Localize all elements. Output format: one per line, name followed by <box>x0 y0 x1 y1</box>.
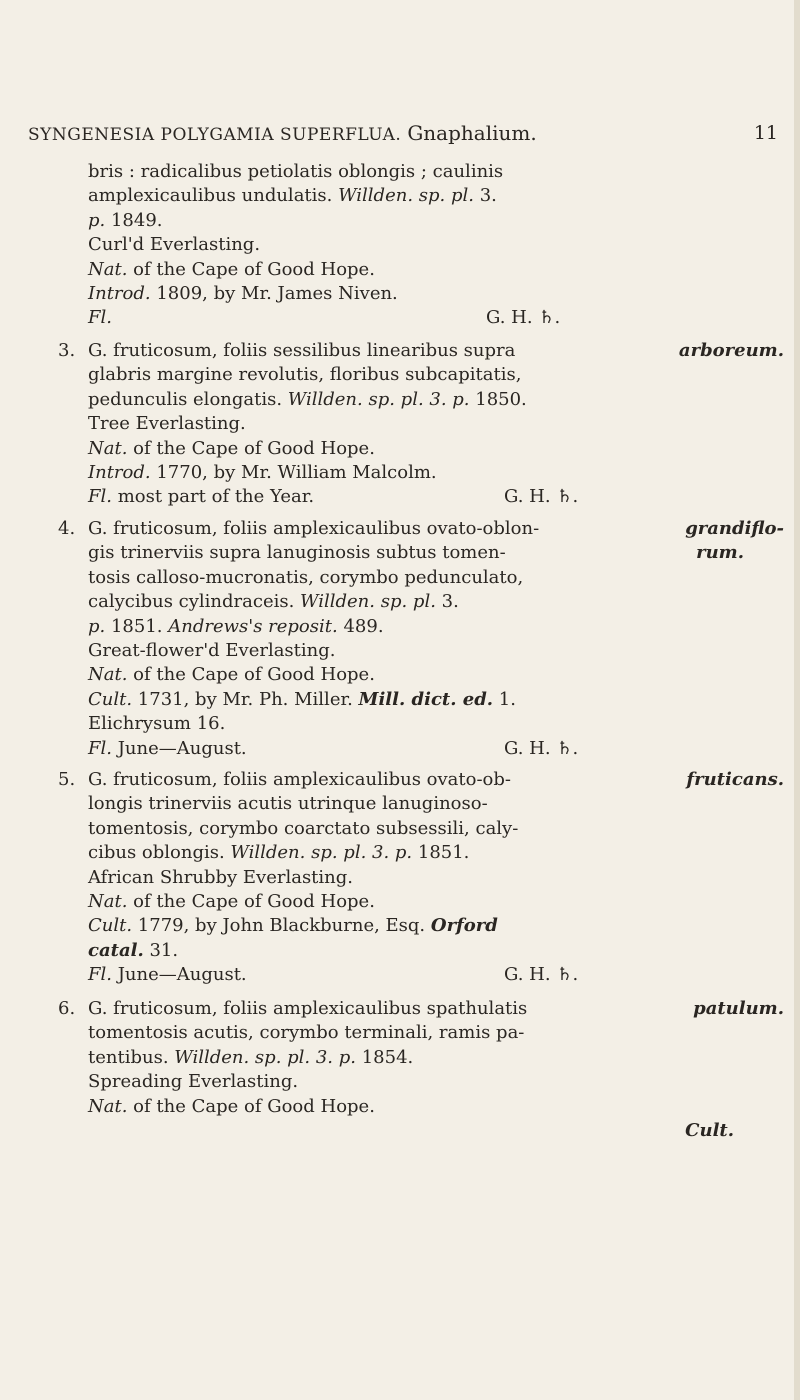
cultivated-line: Cult. 1731, by Mr. Ph. Miller. Mill. dict. ed. 1. <box>88 688 516 710</box>
text-line: 4. G. fruticosum, foliis amplexicaulibus ovato-oblon- grandiflo- <box>58 517 758 541</box>
text-line: tosis calloso-mucronatis, corymbo pedunculato, <box>88 566 524 588</box>
species-name: grandiflo- <box>685 518 784 539</box>
catchword-line <box>58 1119 758 1143</box>
text-line: longis trinerviis acutis utrinque lanuginoso- <box>88 793 488 815</box>
catchword: Cult. <box>685 1119 734 1141</box>
entry-number: 3. <box>58 340 76 361</box>
introduced-line: Introd. 1809, by Mr. James Niven. <box>88 282 398 304</box>
text-line: tomentosis acutis, corymbo terminali, ramis pa- <box>88 1022 525 1044</box>
text-line: pedunculis elongatis. Willden. sp. pl. 3. p. 1850. <box>88 388 527 410</box>
text-line: tomentosis, corymbo coarctato subsessili, caly- <box>88 817 519 839</box>
entry-4 <box>58 517 784 761</box>
species-name: arboreum. <box>678 340 784 361</box>
flowering-line: Fl. June—August. G. H. ♄. <box>88 964 579 986</box>
common-name: African Shrubby Everlasting. <box>88 866 354 888</box>
flowering-line: Fl. G. H. ♄. <box>88 307 561 329</box>
cultivated-line: Cult. 1779, by John Blackburne, Esq. Orford <box>88 915 498 937</box>
text-line: gis trinerviis supra lanuginosis subtus tomen- rum. <box>58 541 758 565</box>
text-line: tentibus. Willden. sp. pl. 3. p. 1854. <box>88 1046 414 1068</box>
text-line: catal. 31. <box>88 939 179 961</box>
species-name: fruticans. <box>686 769 784 790</box>
entry-2-continuation <box>58 160 758 331</box>
native-line: Nat. of the Cape of Good Hope. <box>88 890 375 912</box>
text-line: 3. G. fruticosum, foliis sessilibus linearibus supra arboreum. <box>58 339 758 363</box>
running-title: SYNGENESIA POLYGAMIA SUPERFLUA. <box>28 125 402 145</box>
common-name: Curl'd Everlasting. <box>88 234 261 256</box>
text-line: amplexicaulibus undulatis. Willden. sp. pl. 3. <box>88 185 497 207</box>
text-line: glabris margine revolutis, floribus subcapitatis, <box>88 364 522 386</box>
entry-number: 4. <box>58 518 76 539</box>
text-line: cibus oblongis. Willden. sp. pl. 3. p. 1851. <box>88 842 470 864</box>
entry-5 <box>58 768 784 988</box>
text-line: 6. G. fruticosum, foliis amplexicaulibus spathulatis patulum. <box>58 997 758 1021</box>
flowering-line: Fl. June—August. G. H. ♄. <box>88 737 579 759</box>
text-line: calycibus cylindraceis. Willden. sp. pl. 3. <box>88 591 459 613</box>
common-name: Spreading Everlasting. <box>88 1071 299 1093</box>
species-name: patulum. <box>693 998 784 1019</box>
running-header <box>28 121 778 147</box>
genus-title: Gnaphalium. <box>407 121 537 145</box>
text-line: p. 1849. <box>88 209 163 231</box>
entry-6 <box>58 997 784 1143</box>
native-line: Nat. of the Cape of Good Hope. <box>88 258 375 280</box>
entry-number: 6. <box>58 998 76 1019</box>
entry-3 <box>58 339 784 510</box>
text-line: bris : radicalibus petiolatis oblongis ; caulinis <box>88 161 504 182</box>
entry-number: 5. <box>58 769 76 790</box>
common-name: Tree Everlasting. <box>88 413 246 435</box>
native-line: Nat. of the Cape of Good Hope. <box>88 664 375 686</box>
introduced-line: Introd. 1770, by Mr. William Malcolm. <box>88 461 437 483</box>
page-number: 11 <box>753 122 778 144</box>
text-line: Elichrysum 16. <box>88 713 226 735</box>
flowering-line: Fl. most part of the Year. G. H. ♄. <box>88 486 579 508</box>
page-edge <box>794 0 800 1400</box>
native-line: Nat. of the Cape of Good Hope. <box>88 437 375 459</box>
native-line: Nat. of the Cape of Good Hope. <box>88 1095 375 1117</box>
text-line: p. 1851. Andrews's reposit. 489. <box>88 615 384 637</box>
common-name: Great-flower'd Everlasting. <box>88 639 336 661</box>
text-line: 5. G. fruticosum, foliis amplexicaulibus ovato-ob- fruticans. <box>58 768 758 792</box>
species-name-cont: rum. <box>696 542 744 564</box>
